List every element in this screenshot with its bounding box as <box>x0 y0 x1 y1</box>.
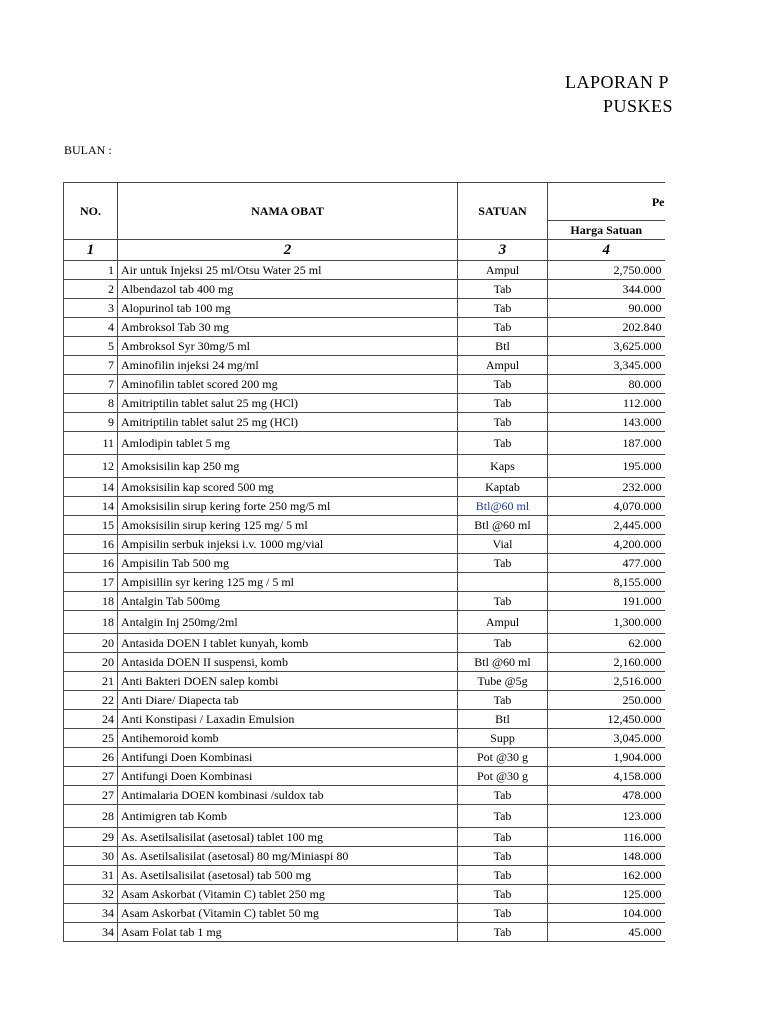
unit-price-cell: 187.000 <box>548 432 665 455</box>
table-row <box>64 885 665 904</box>
report-title-line-1: LAPORAN P <box>565 72 670 92</box>
unit-price-cell: 191.000 <box>548 592 665 611</box>
table-row <box>64 828 665 847</box>
header-harga-satuan: Harga Satuan <box>548 221 665 240</box>
unit-price-cell: 344.000 <box>548 280 665 299</box>
medicine-name-cell: As. Asetilsalisilat (asetosal) tab 500 mg <box>118 866 458 885</box>
unit-cell: Tab <box>458 394 548 413</box>
col-number-2: 2 <box>118 240 458 261</box>
unit-cell: Kaptab <box>458 478 548 497</box>
unit-price-cell: 1,300.000 <box>548 611 665 634</box>
medicine-name-cell: Alopurinol tab 100 mg <box>118 299 458 318</box>
col-number-1: 1 <box>64 240 118 261</box>
unit-cell: Tab <box>458 885 548 904</box>
row-number-cell: 12 <box>64 455 118 478</box>
row-number-cell: 8 <box>64 394 118 413</box>
row-number-cell: 5 <box>64 337 118 356</box>
table-row <box>64 478 665 497</box>
unit-price-cell: 2,160.000 <box>548 653 665 672</box>
unit-cell: Tab <box>458 432 548 455</box>
header-satuan: SATUAN <box>458 183 548 240</box>
row-number-cell: 27 <box>64 767 118 786</box>
unit-price-cell: 250.000 <box>548 691 665 710</box>
table-row <box>64 805 665 828</box>
medicine-name-cell: Antalgin Inj 250mg/2ml <box>118 611 458 634</box>
unit-cell: Ampul <box>458 356 548 375</box>
unit-cell: Btl @60 ml <box>458 653 548 672</box>
medicine-name-cell: Asam Askorbat (Vitamin C) tablet 250 mg <box>118 885 458 904</box>
unit-price-cell: 116.000 <box>548 828 665 847</box>
unit-cell: Pot @30 g <box>458 767 548 786</box>
unit-cell: Tube @5g <box>458 672 548 691</box>
row-number-cell: 34 <box>64 904 118 923</box>
table-row <box>64 866 665 885</box>
unit-price-cell: 3,345.000 <box>548 356 665 375</box>
row-number-cell: 7 <box>64 356 118 375</box>
unit-price-cell: 90.000 <box>548 299 665 318</box>
unit-price-cell: 3,045.000 <box>548 729 665 748</box>
medicine-name-cell: Aminofilin injeksi 24 mg/ml <box>118 356 458 375</box>
medicine-name-cell: Amoksisilin sirup kering forte 250 mg/5 ml <box>118 497 458 516</box>
table-row <box>64 413 665 432</box>
unit-cell: Tab <box>458 828 548 847</box>
table-row <box>64 653 665 672</box>
unit-cell: Tab <box>458 592 548 611</box>
table-row <box>64 786 665 805</box>
unit-price-cell: 62.000 <box>548 634 665 653</box>
table-row <box>64 634 665 653</box>
header-no: NO. <box>64 183 118 240</box>
medicine-name-cell: Antihemoroid komb <box>118 729 458 748</box>
table-row <box>64 847 665 866</box>
medicine-name-cell: Antimigren tab Komb <box>118 805 458 828</box>
medicine-name-cell: Amoksisilin kap 250 mg <box>118 455 458 478</box>
medicine-name-cell: Antimalaria DOEN kombinasi /suldox tab <box>118 786 458 805</box>
row-number-cell: 27 <box>64 786 118 805</box>
row-number-cell: 21 <box>64 672 118 691</box>
medicine-table <box>63 182 665 942</box>
table-body <box>64 261 665 942</box>
row-number-cell: 31 <box>64 866 118 885</box>
medicine-name-cell: Aminofilin tablet scored 200 mg <box>118 375 458 394</box>
unit-cell: Tab <box>458 318 548 337</box>
table-row <box>64 280 665 299</box>
unit-price-cell: 12,450.000 <box>548 710 665 729</box>
unit-cell: Btl@60 ml <box>458 497 548 516</box>
row-number-cell: 22 <box>64 691 118 710</box>
unit-cell: Tab <box>458 554 548 573</box>
row-number-cell: 1 <box>64 261 118 280</box>
unit-price-cell: 8,155.000 <box>548 573 665 592</box>
row-number-cell: 9 <box>64 413 118 432</box>
unit-price-cell: 143.000 <box>548 413 665 432</box>
unit-cell: Pot @30 g <box>458 748 548 767</box>
medicine-name-cell: Amoksisilin kap scored 500 mg <box>118 478 458 497</box>
table-row <box>64 904 665 923</box>
row-number-cell: 16 <box>64 535 118 554</box>
unit-cell: Tab <box>458 786 548 805</box>
medicine-name-cell: As. Asetilsalisilat (asetosal) 80 mg/Miniaspi 80 <box>118 847 458 866</box>
row-number-cell: 24 <box>64 710 118 729</box>
medicine-name-cell: Amoksisilin sirup kering 125 mg/ 5 ml <box>118 516 458 535</box>
row-number-cell: 32 <box>64 885 118 904</box>
row-number-cell: 14 <box>64 478 118 497</box>
medicine-name-cell: Ampisillin syr kering 125 mg / 5 ml <box>118 573 458 592</box>
unit-cell: Vial <box>458 535 548 554</box>
table-row <box>64 767 665 786</box>
col-number-4: 4 <box>548 240 665 261</box>
medicine-name-cell: Antasida DOEN II suspensi, komb <box>118 653 458 672</box>
unit-cell: Supp <box>458 729 548 748</box>
table-row <box>64 554 665 573</box>
unit-price-cell: 123.000 <box>548 805 665 828</box>
medicine-name-cell: Asam Folat tab 1 mg <box>118 923 458 942</box>
unit-price-cell: 195.000 <box>548 455 665 478</box>
row-number-cell: 29 <box>64 828 118 847</box>
unit-cell: Tab <box>458 413 548 432</box>
unit-cell: Tab <box>458 923 548 942</box>
bulan-label: BULAN : <box>64 143 112 157</box>
col-number-3: 3 <box>458 240 548 261</box>
unit-price-cell: 1,904.000 <box>548 748 665 767</box>
row-number-cell: 15 <box>64 516 118 535</box>
row-number-cell: 7 <box>64 375 118 394</box>
medicine-name-cell: Albendazol tab 400 mg <box>118 280 458 299</box>
table-row <box>64 356 665 375</box>
table-row <box>64 261 665 280</box>
table-row <box>64 592 665 611</box>
unit-cell: Tab <box>458 847 548 866</box>
table-row <box>64 573 665 592</box>
table-row <box>64 455 665 478</box>
table-row <box>64 516 665 535</box>
medicine-name-cell: Anti Diare/ Diapecta tab <box>118 691 458 710</box>
medicine-name-cell: Ambroksol Tab 30 mg <box>118 318 458 337</box>
unit-cell: Btl @60 ml <box>458 516 548 535</box>
unit-price-cell: 2,445.000 <box>548 516 665 535</box>
unit-cell: Tab <box>458 280 548 299</box>
table-row <box>64 611 665 634</box>
medicine-name-cell: Ampisilin Tab 500 mg <box>118 554 458 573</box>
row-number-cell: 20 <box>64 634 118 653</box>
unit-price-cell: 4,158.000 <box>548 767 665 786</box>
unit-price-cell: 162.000 <box>548 866 665 885</box>
medicine-name-cell: Amlodipin tablet 5 mg <box>118 432 458 455</box>
unit-cell: Tab <box>458 805 548 828</box>
table-row <box>64 535 665 554</box>
row-number-cell: 20 <box>64 653 118 672</box>
medicine-name-cell: Antasida DOEN I tablet kunyah, komb <box>118 634 458 653</box>
unit-price-cell: 80.000 <box>548 375 665 394</box>
table-row <box>64 729 665 748</box>
unit-price-cell: 112.000 <box>548 394 665 413</box>
unit-price-cell: 125.000 <box>548 885 665 904</box>
table-row <box>64 691 665 710</box>
table-row <box>64 432 665 455</box>
table-row <box>64 299 665 318</box>
row-number-cell: 18 <box>64 611 118 634</box>
table-row <box>64 748 665 767</box>
medicine-name-cell: Antifungi Doen Kombinasi <box>118 748 458 767</box>
row-number-cell: 2 <box>64 280 118 299</box>
medicine-name-cell: Ambroksol Syr 30mg/5 ml <box>118 337 458 356</box>
unit-price-cell: 477.000 <box>548 554 665 573</box>
unit-price-cell: 4,200.000 <box>548 535 665 554</box>
row-number-cell: 26 <box>64 748 118 767</box>
medicine-name-cell: Amitriptilin tablet salut 25 mg (HCl) <box>118 413 458 432</box>
medicine-name-cell: Antalgin Tab 500mg <box>118 592 458 611</box>
unit-cell: Btl <box>458 710 548 729</box>
unit-cell: Btl <box>458 337 548 356</box>
table-row <box>64 318 665 337</box>
unit-price-cell: 4,070.000 <box>548 497 665 516</box>
table-row <box>64 337 665 356</box>
table-row <box>64 672 665 691</box>
table-row <box>64 710 665 729</box>
row-number-cell: 30 <box>64 847 118 866</box>
unit-price-cell: 3,625.000 <box>548 337 665 356</box>
unit-price-cell: 2,516.000 <box>548 672 665 691</box>
medicine-name-cell: Antifungi Doen Kombinasi <box>118 767 458 786</box>
row-number-cell: 17 <box>64 573 118 592</box>
unit-cell: Kaps <box>458 455 548 478</box>
unit-cell: Tab <box>458 299 548 318</box>
medicine-name-cell: Ampisilin serbuk injeksi i.v. 1000 mg/vial <box>118 535 458 554</box>
unit-cell: Ampul <box>458 261 548 280</box>
table-row <box>64 497 665 516</box>
row-number-cell: 28 <box>64 805 118 828</box>
row-number-cell: 16 <box>64 554 118 573</box>
table-row <box>64 394 665 413</box>
medicine-name-cell: Air untuk Injeksi 25 ml/Otsu Water 25 ml <box>118 261 458 280</box>
unit-cell: Tab <box>458 375 548 394</box>
row-number-cell: 14 <box>64 497 118 516</box>
report-title-line-2: PUSKES <box>603 96 674 116</box>
unit-price-cell: 104.000 <box>548 904 665 923</box>
unit-cell: Tab <box>458 866 548 885</box>
unit-price-cell: 148.000 <box>548 847 665 866</box>
unit-cell: Tab <box>458 634 548 653</box>
medicine-name-cell: Amitriptilin tablet salut 25 mg (HCl) <box>118 394 458 413</box>
medicine-name-cell: Anti Bakteri DOEN salep kombi <box>118 672 458 691</box>
unit-cell: Ampul <box>458 611 548 634</box>
unit-price-cell: 478.000 <box>548 786 665 805</box>
header-group-partial: Pe <box>548 183 665 221</box>
unit-price-cell: 2,750.000 <box>548 261 665 280</box>
medicine-name-cell: As. Asetilsalisilat (asetosal) tablet 100 mg <box>118 828 458 847</box>
header-nama-obat: NAMA OBAT <box>118 183 458 240</box>
row-number-cell: 3 <box>64 299 118 318</box>
unit-price-cell: 45.000 <box>548 923 665 942</box>
row-number-cell: 18 <box>64 592 118 611</box>
row-number-cell: 34 <box>64 923 118 942</box>
table-row <box>64 923 665 942</box>
unit-price-cell: 202.840 <box>548 318 665 337</box>
row-number-cell: 11 <box>64 432 118 455</box>
medicine-name-cell: Anti Konstipasi / Laxadin Emulsion <box>118 710 458 729</box>
medicine-name-cell: Asam Askorbat (Vitamin C) tablet 50 mg <box>118 904 458 923</box>
unit-cell <box>458 573 548 592</box>
unit-price-cell: 232.000 <box>548 478 665 497</box>
unit-cell: Tab <box>458 904 548 923</box>
table-row <box>64 375 665 394</box>
row-number-cell: 25 <box>64 729 118 748</box>
unit-cell: Tab <box>458 691 548 710</box>
row-number-cell: 4 <box>64 318 118 337</box>
